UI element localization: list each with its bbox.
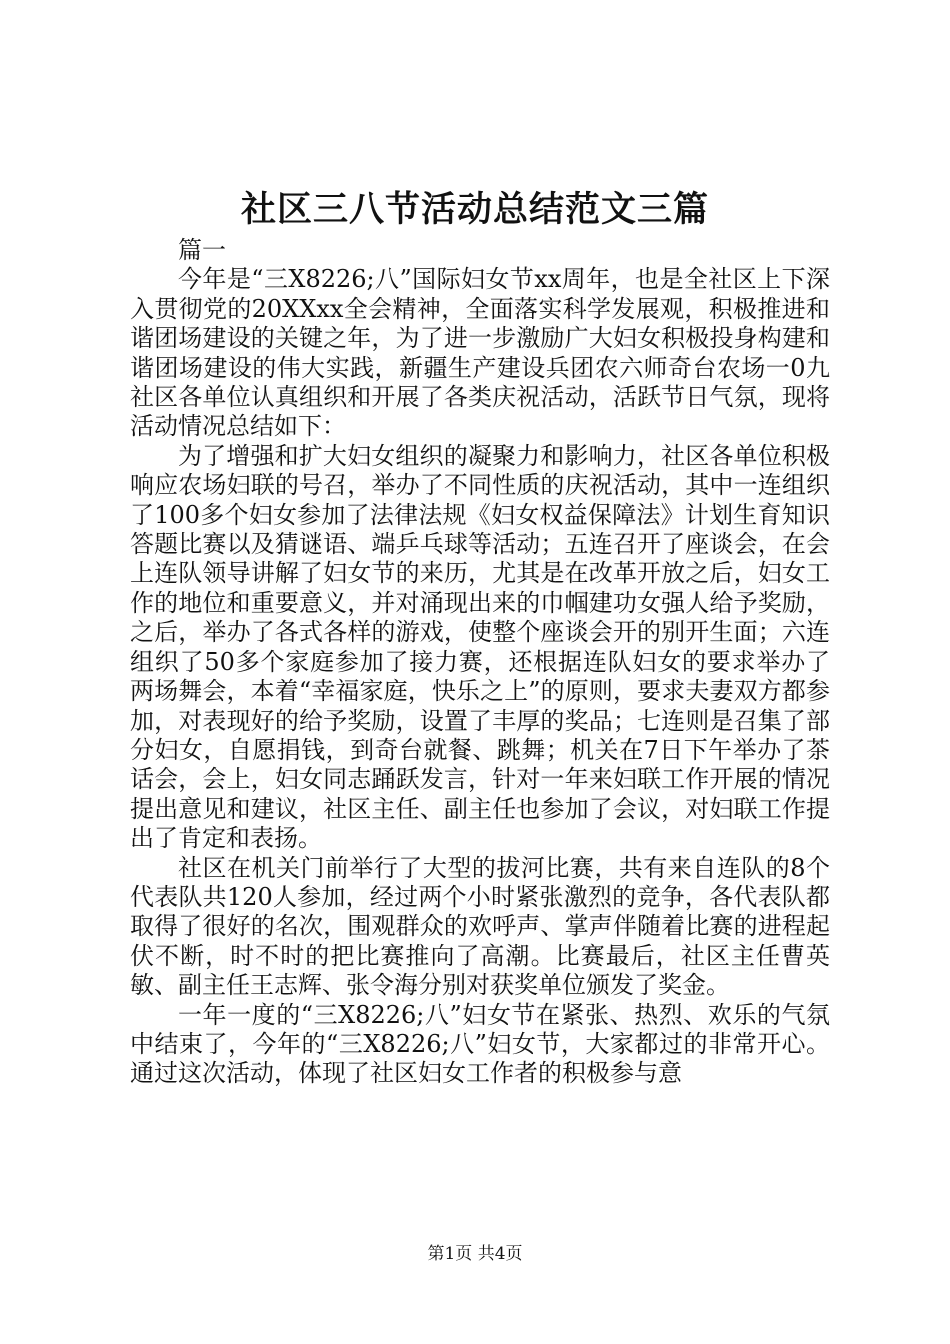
- paragraph-tug-of-war: 社区在机关门前举行了大型的拔河比赛，共有来自连队的8个代表队共120人参加，经过两个小时紧张激烈的竞争，各代表队都取得了很好的名次，围观群众的欢呼声、掌声伴随着比赛的进程起伏不断，时不时的把比赛推向了高潮。比赛最后，社区主任曹英敏、副主任王志辉、张令海分别对获奖单位颁发了奖金。: [130, 853, 830, 1000]
- page-footer: 第1页 共4页: [427, 1244, 523, 1264]
- paragraph-intro: 今年是“三X8226;八”国际妇女节xx周年，也是全社区上下深入贯彻党的20XXxx全会精神，全面落实科学发展观，积极推进和谐团场建设的关键之年，为了进一步激励广大妇女积极投身构建和谐团场建设的伟大实践，新疆生产建设兵团农六师奇台农场一0九社区各单位认真组织和开展了各类庆祝活动，活跃节日气氛，现将活动情况总结如下：: [130, 265, 830, 441]
- paragraph-conclusion: 一年一度的“三X8226;八”妇女节在紧张、热烈、欢乐的气氛中结束了，今年的“三X8226;八”妇女节，大家都过的非常开心。通过这次活动，体现了社区妇女工作者的积极参与意: [130, 1000, 830, 1088]
- paragraph-activities: 为了增强和扩大妇女组织的凝聚力和影响力，社区各单位积极响应农场妇联的号召，举办了不同性质的庆祝活动，其中一连组织了100多个妇女参加了法律法规《妇女权益保障法》计划生育知识答题比赛以及猜谜语、端乒乓球等活动；五连召开了座谈会，在会上连队领导讲解了妇女节的来历，尤其是在改革开放之后，妇女工作的地位和重要意义，并对涌现出来的巾帼建功女强人给予奖励，之后，举办了各式各样的游戏，使整个座谈会开的别开生面；六连组织了50多个家庭参加了接力赛，还根据连队妇女的要求举办了两场舞会，本着“幸福家庭，快乐之上”的原则，要求夫妻双方都参加，对表现好的给予奖励，设置了丰厚的奖品；七连则是召集了部分妇女，自愿捐钱，到奇台就餐、跳舞；机关在7日下午举办了茶话会，会上，妇女同志踊跃发言，针对一年来妇联工作开展的情况提出意见和建议，社区主任、副主任也参加了会议，对妇联工作提出了肯定和表扬。: [130, 441, 830, 853]
- document-title: 社区三八节活动总结范文三篇: [240, 189, 709, 230]
- document-body: [130, 236, 830, 1089]
- section-label: 篇一: [178, 236, 226, 264]
